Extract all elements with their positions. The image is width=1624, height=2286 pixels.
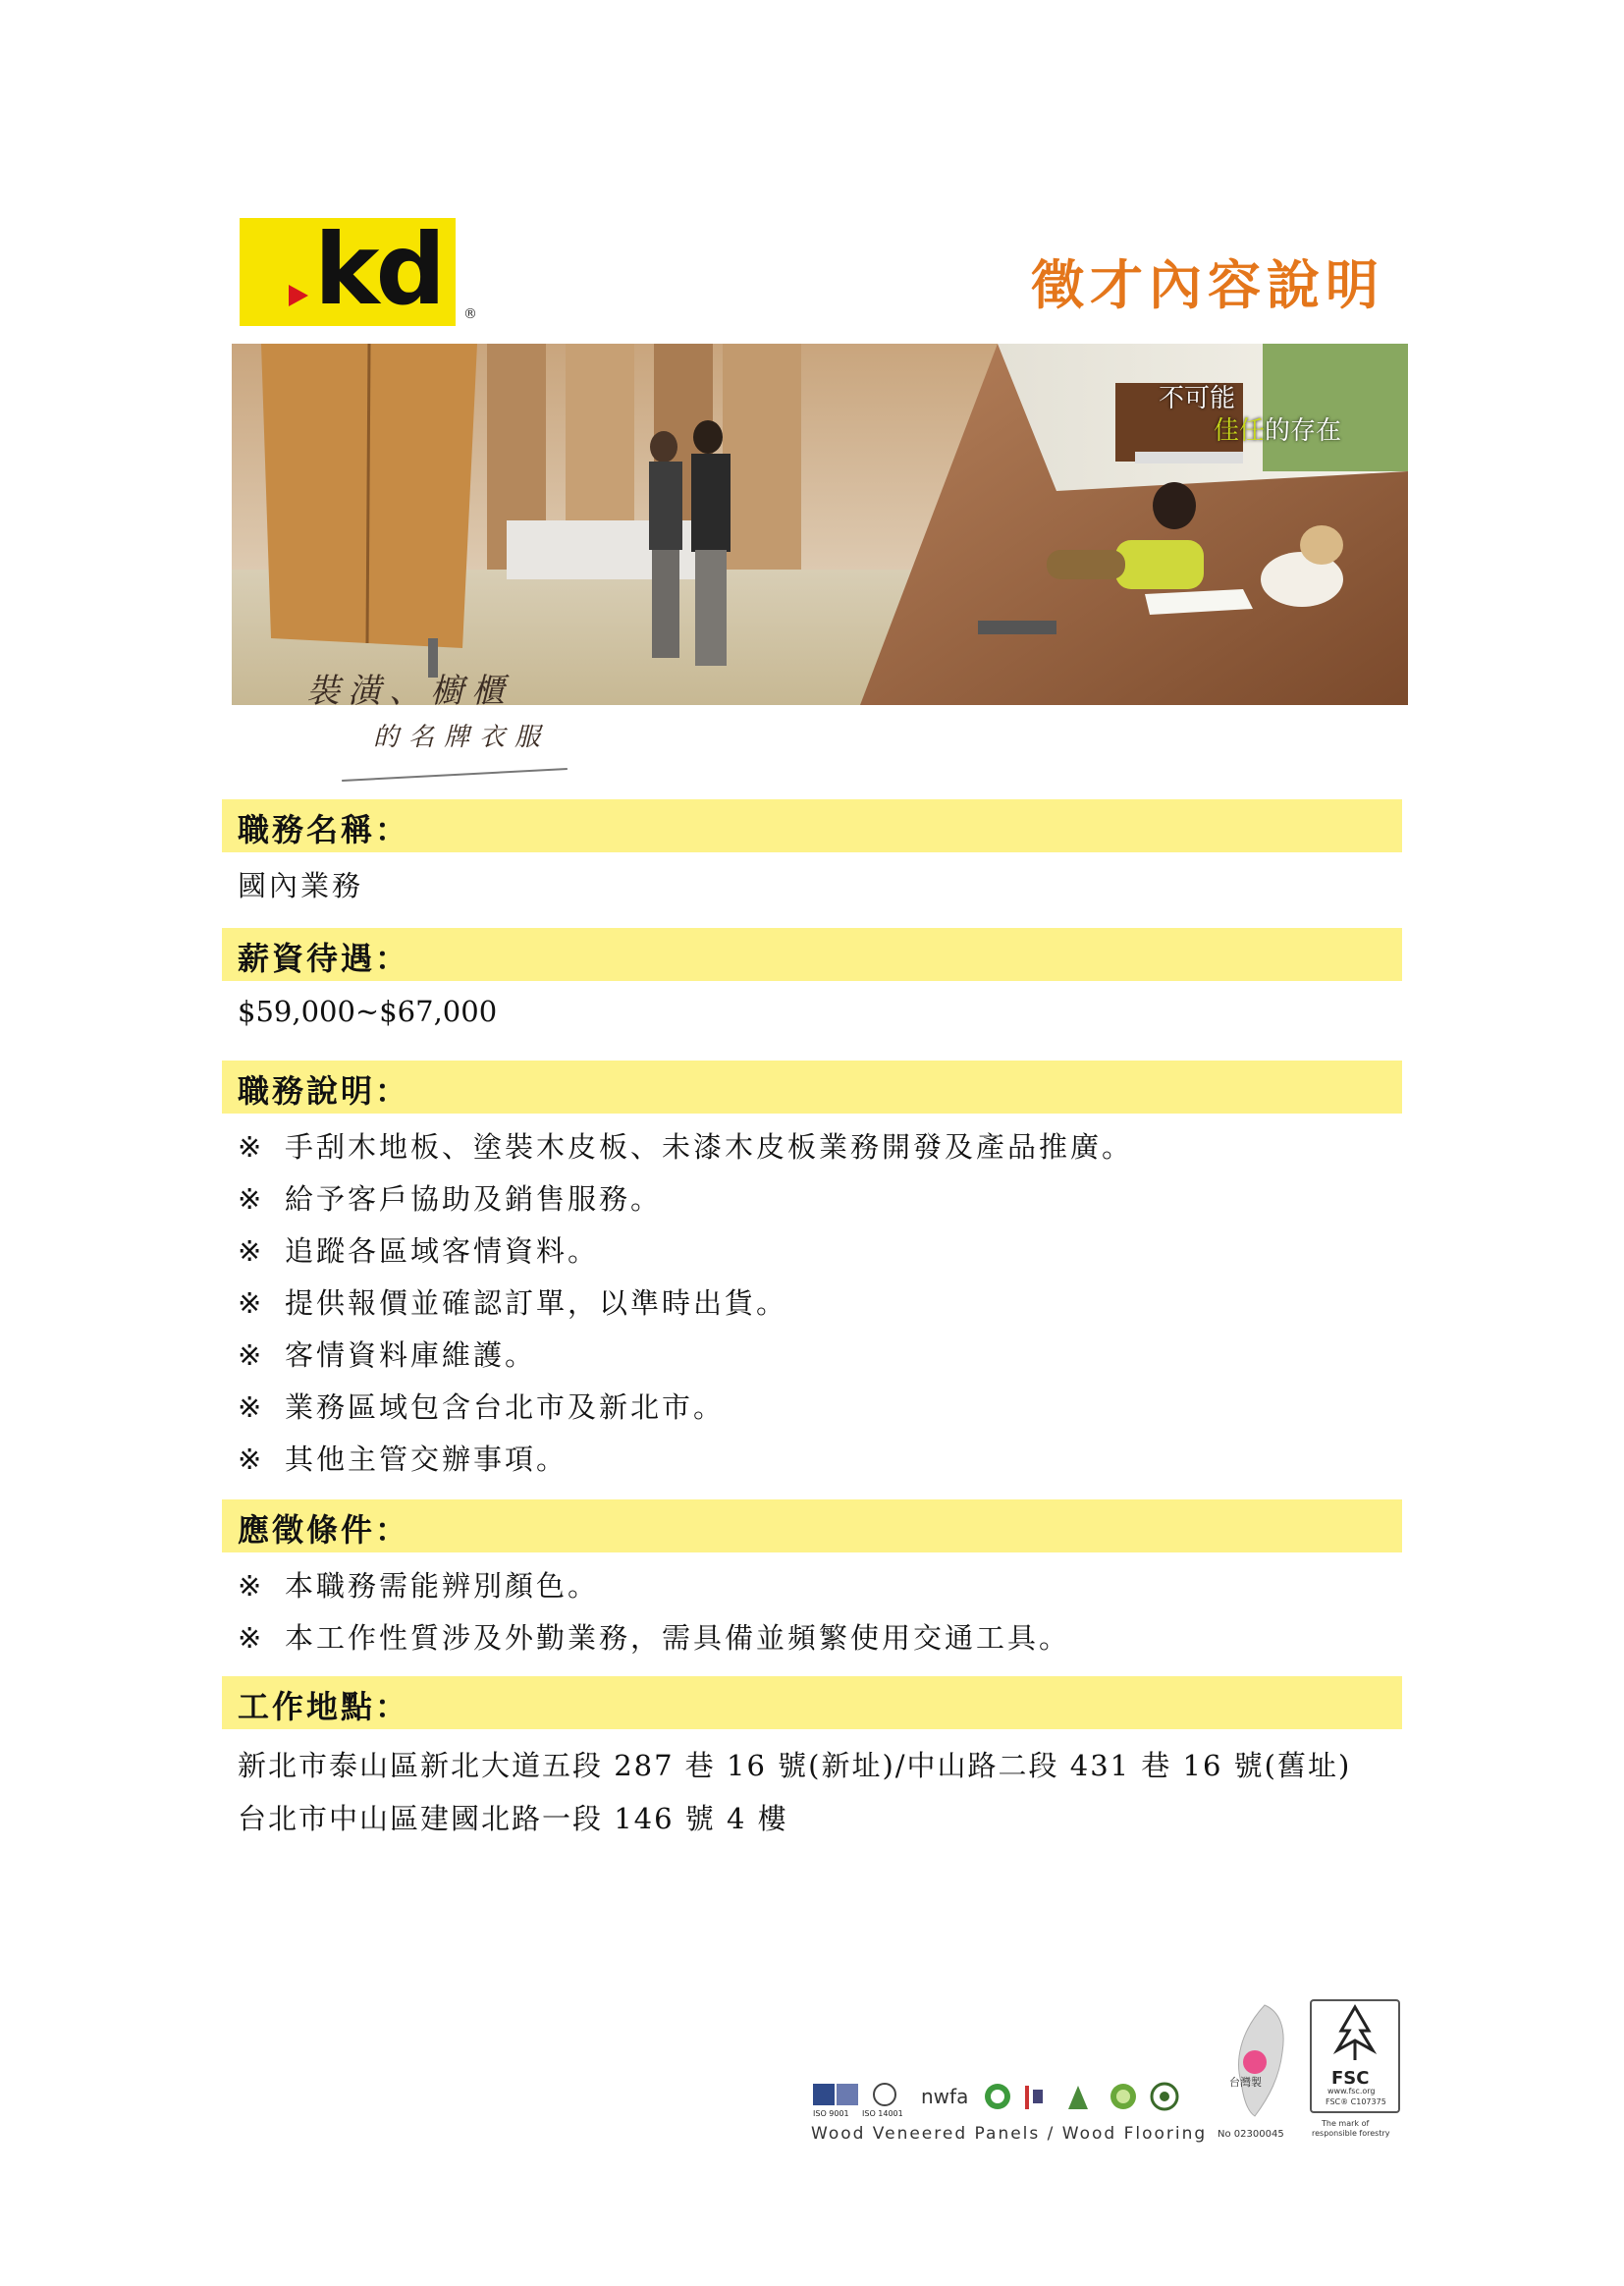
- list-item: [238, 1229, 599, 1270]
- fsc-mark-line2: responsible forestry: [1312, 2129, 1390, 2138]
- list-item-text: 追蹤各區域客情資料。: [285, 1234, 600, 1268]
- list-item-text: 提供報價並確認訂單，以準時出貨。: [285, 1286, 788, 1320]
- list-item-text: 本工作性質涉及外勤業務，需具備並頻繁使用交通工具。: [285, 1621, 1071, 1655]
- cert-iso9001-text: ISO 9001: [813, 2109, 849, 2118]
- banner-tag-highlight: 佳任: [1214, 416, 1266, 446]
- list-item-text: 給予客戶協助及銷售服務。: [285, 1182, 663, 1216]
- list-item: [238, 1386, 725, 1426]
- location-line: 新北市泰山區新北大道五段 287 巷 16 號(新址)/中山路二段 431 巷 16 號(舊址): [238, 1749, 1352, 1782]
- section-header-description: [222, 1061, 1402, 1114]
- nwfa-logo-text: nwfa: [921, 2085, 969, 2108]
- fsc-mark-line1: The mark of: [1322, 2119, 1370, 2128]
- list-item-text: 本職務需能辨別顏色。: [285, 1569, 600, 1603]
- list-item: [238, 1564, 599, 1605]
- banner-tag-line2: [1214, 410, 1341, 447]
- bullet-mark: ※: [238, 1130, 265, 1164]
- job-title-value: 國內業務: [238, 869, 364, 902]
- section-header-job-title: [222, 799, 1402, 852]
- list-item: [238, 1438, 568, 1478]
- salary-value: $59,000~$67,000: [238, 995, 498, 1028]
- location-line: 台北市中山區建國北路一段 146 號 4 樓: [238, 1802, 788, 1835]
- list-item: [238, 1616, 1070, 1657]
- list-item: [238, 1177, 662, 1218]
- cert-iso14001-text: ISO 14001: [862, 2109, 903, 2118]
- list-item-text: 手刮木地板、塗裝木皮板、未漆木皮板業務開發及產品推廣。: [285, 1130, 1134, 1164]
- bullet-mark: ※: [238, 1621, 265, 1655]
- list-item: [238, 1334, 536, 1374]
- tree-icon: [1068, 2086, 1088, 2109]
- certification-logos: [811, 2080, 1243, 2119]
- list-item-text: 其他主管交辦事項。: [285, 1442, 568, 1476]
- banner-slogan-line1: 裝潢、櫥櫃: [306, 672, 513, 711]
- bullet-mark: ※: [238, 1286, 265, 1320]
- slogan-underline: [342, 768, 568, 782]
- page-title: 徵才內容說明: [1031, 253, 1384, 316]
- section-heading: 職務名稱：: [238, 811, 410, 848]
- fsc-label: FSC: [1331, 2068, 1370, 2089]
- iso9001-icon: [813, 2084, 835, 2105]
- section-header-location: [222, 1676, 1402, 1729]
- bullet-mark: ※: [238, 1442, 265, 1476]
- list-item-text: 客情資料庫維護。: [285, 1338, 537, 1372]
- section-heading: 職務說明：: [238, 1072, 410, 1110]
- taiwan-map-icon: [1225, 2003, 1294, 2121]
- registered-mark: ®: [463, 306, 477, 322]
- mark-icon: [1025, 2086, 1029, 2109]
- banner-tag-rest: 的存在: [1265, 416, 1342, 446]
- list-item: [238, 1281, 787, 1322]
- bullet-mark: ※: [238, 1338, 265, 1372]
- company-logo: [240, 212, 456, 327]
- section-header-requirements: [222, 1499, 1402, 1552]
- list-item-text: 業務區域包含台北市及新北市。: [285, 1390, 726, 1424]
- fsc-code: FSC® C107375: [1326, 2097, 1386, 2106]
- section-header-salary: [222, 928, 1402, 981]
- section-heading: 應徵條件：: [238, 1511, 410, 1549]
- list-item: [238, 1125, 1133, 1166]
- logo-text: kd: [314, 212, 443, 327]
- bullet-mark: ※: [238, 1234, 265, 1268]
- fsc-logo: [1310, 1999, 1400, 2113]
- bullet-mark: ※: [238, 1182, 265, 1216]
- bullet-mark: ※: [238, 1569, 265, 1603]
- section-heading: 工作地點：: [238, 1688, 410, 1725]
- iso14001-icon: [874, 2084, 895, 2105]
- fsc-tree-icon: [1312, 2001, 1398, 2064]
- footer-tagline: Wood Veneered Panels / Wood Flooring: [811, 2124, 1208, 2144]
- fsc-url: www.fsc.org: [1327, 2087, 1376, 2096]
- section-heading: 薪資待遇：: [238, 940, 410, 977]
- logo-red-triangle: [289, 285, 308, 306]
- banner-slogan-line2: 的名牌衣服: [373, 723, 551, 752]
- banner-tag-line1: 不可能: [1159, 384, 1236, 413]
- footer-number: No 02300045: [1218, 2129, 1284, 2140]
- taiwan-made-label: 台灣製: [1229, 2076, 1262, 2089]
- bullet-mark: ※: [238, 1390, 265, 1424]
